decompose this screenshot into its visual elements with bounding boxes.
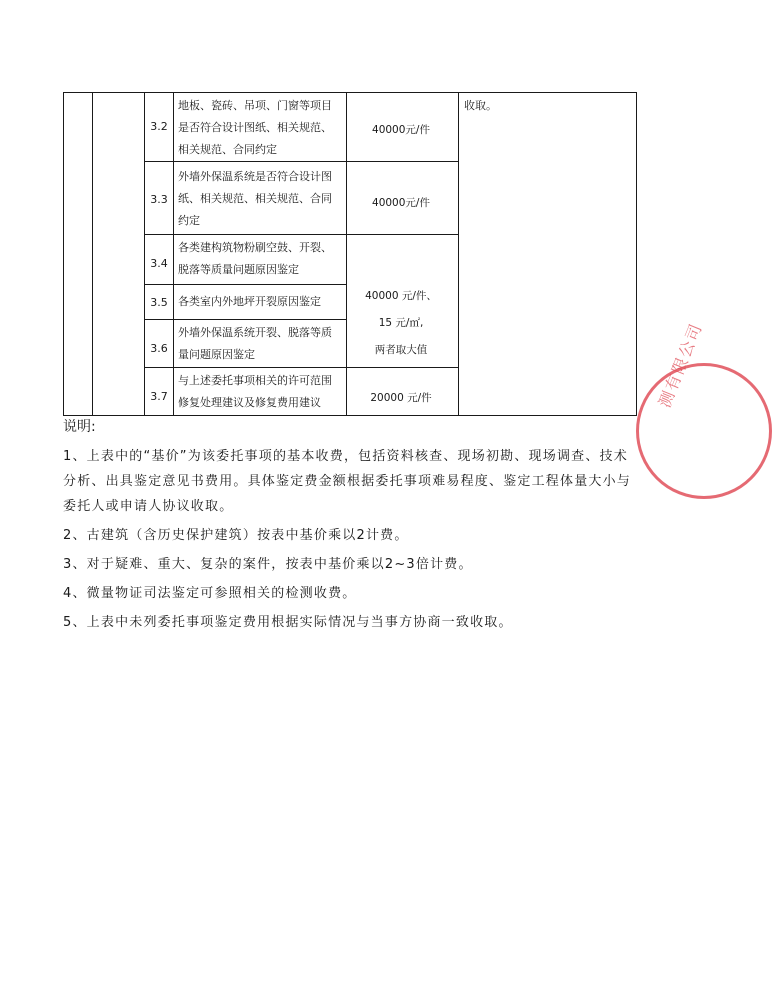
item-description: 与上述委托事项相关的许可范围 修复处理建议及修复费用建议 xyxy=(178,374,332,409)
item-number: 3.7 xyxy=(150,390,168,403)
row-divider xyxy=(144,234,459,235)
item-number: 3.5 xyxy=(150,296,168,309)
row-divider xyxy=(144,319,347,320)
note-item: 4、微量物证司法鉴定可参照相关的检测收费。 xyxy=(63,586,357,601)
table-bottom-border xyxy=(63,415,637,416)
company-seal-text: 测有限公司 xyxy=(654,319,707,411)
remark-text: 收取。 xyxy=(464,99,497,112)
item-description: 地板、瓷砖、吊项、门窗等项目 是否符合设计图纸、相关规范、 相关规范、合同约定 xyxy=(178,99,332,156)
item-description: 外墙外保温系统是否符合设计图 纸、相关规范、相关规范、合同 约定 xyxy=(178,170,332,227)
item-description: 各类室内外地坪开裂原因鉴定 xyxy=(178,295,321,308)
item-number: 3.2 xyxy=(150,120,168,133)
item-number: 3.6 xyxy=(150,342,168,355)
item-fee: 20000 元/件 xyxy=(370,392,432,404)
notes-title: 说明: xyxy=(63,419,96,435)
row-divider xyxy=(144,284,347,285)
note-item: 3、对于疑难、重大、复杂的案件，按表中基价乘以2~3倍计费。 xyxy=(63,557,473,572)
row-divider xyxy=(144,367,459,368)
item-number: 3.3 xyxy=(150,193,168,206)
merged-fee: 40000 元/件、 15 元/㎡, 两者取大值 xyxy=(365,290,437,356)
table-left-border xyxy=(63,92,64,416)
company-seal xyxy=(636,363,772,499)
row-divider xyxy=(144,161,459,162)
note-item: 1、上表中的“基价”为该委托事项的基本收费，包括资料核查、现场初勘、现场调查、技术分析、出具鉴定意见书费用。具体鉴定费金额根据委托事项难易程度、鉴定工程体量大小与委托人或申请人协议收取。 xyxy=(63,449,632,514)
item-fee: 40000元/件 xyxy=(372,124,430,136)
item-fee: 40000元/件 xyxy=(372,197,430,209)
note-item: 2、古建筑（含历史保护建筑）按表中基价乘以2计费。 xyxy=(63,528,409,543)
table-right-border xyxy=(636,92,637,416)
col-divider-1 xyxy=(92,92,93,416)
item-number: 3.4 xyxy=(150,257,168,270)
note-item: 5、上表中未列委托事项鉴定费用根据实际情况与当事方协商一致收取。 xyxy=(63,615,513,630)
item-description: 外墙外保温系统开裂、脱落等质 量问题原因鉴定 xyxy=(178,326,332,361)
item-description: 各类建构筑物粉刷空鼓、开裂、 脱落等质量问题原因鉴定 xyxy=(178,241,332,276)
table-top-border xyxy=(63,92,637,93)
